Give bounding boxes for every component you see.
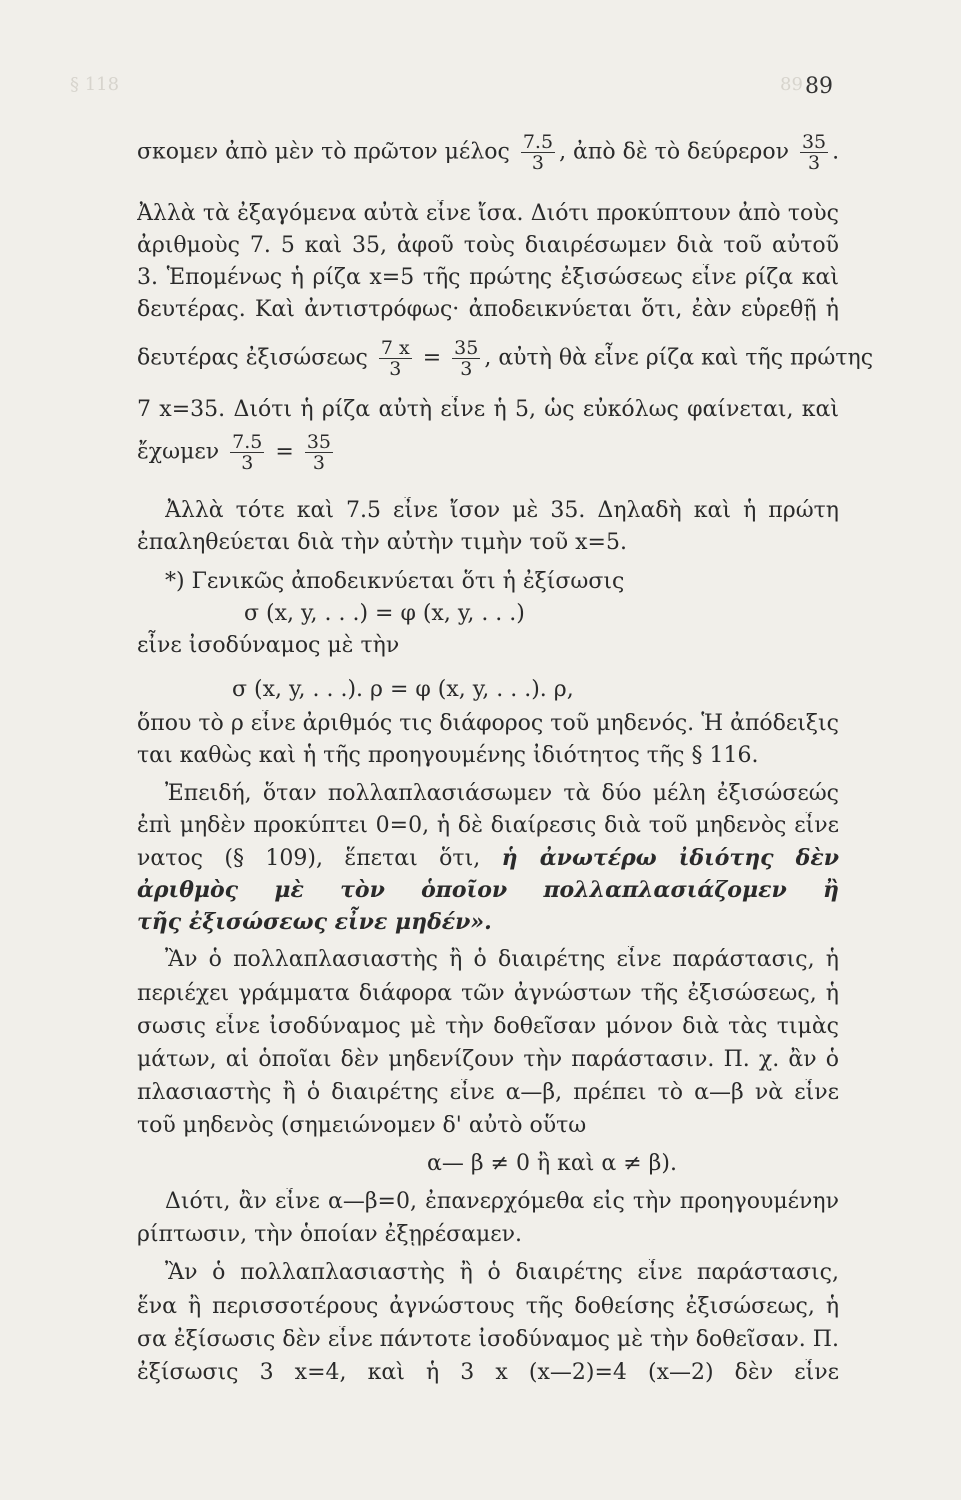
text-line-4: 3. Ἑπομένως ἡ ρίζα x=5 τῆς πρώτης ἐξισώσεως εἶνε ρίζα καὶ [137, 265, 839, 290]
text-line-8 [137, 432, 839, 473]
text-line-9: Ἀλλὰ τότε καὶ 7.5 εἶνε ἴσον μὲ 35. Δηλαδὴ καὶ ἡ πρώτη [165, 498, 839, 523]
page-number: 89 [805, 74, 833, 99]
text-line-15: ὅπου τὸ ρ εἶνε ἀριθμός τις διάφορος τοῦ μηδενός. Ἡ ἀπόδειξις [137, 711, 839, 736]
text-line-1 [137, 132, 839, 173]
text-line-33: σα ἐξίσωσις δὲν εἶνε πάντοτε ἰσοδύναμος μὲ τὴν δοθεῖσαν. Π. [137, 1327, 839, 1352]
fraction-denominator: 3 [312, 452, 325, 474]
line-1-start: σκομεν ἀπὸ μὲν τὸ πρῶτον μέλος [137, 139, 510, 165]
equals-sign: = [422, 345, 442, 371]
fraction-numerator: 35 [801, 131, 827, 153]
line-19-bold: ἡ ἀνωτέρω ἰδιότης δὲν [501, 845, 839, 871]
fraction-numerator: 35 [306, 431, 331, 453]
fraction-denominator: 3 [241, 452, 254, 474]
text-line-7: 7 x=35. Διότι ἡ ρίζα αὐτὴ εἶνε ἡ 5, ὡς εὐκόλως φαίνεται, καὶ [137, 397, 839, 422]
text-line-2: Ἀλλὰ τὰ ἐξαγόμενα αὐτὰ εἶνε ἴσα. Διότι προκύπτουν ἀπὸ τοὺς [137, 201, 839, 226]
text-line-18: ἐπὶ μηδὲν προκύπτει 0=0, ἡ δὲ διαίρεσις διὰ τοῦ μηδενὸς εἶνε [137, 813, 839, 838]
line-1-middle: , ἀπὸ δὲ τὸ δεύρερον [559, 139, 789, 165]
text-line-20: ἀριθμὸς μὲ τὸν ὁποῖον πολλαπλασιάζομεν ἢ [137, 877, 839, 903]
equals-sign: = [275, 439, 294, 465]
text-line-34: ἐξίσωσις 3 x=4, καὶ ἡ 3 x (x—2)=4 (x—2) δὲν εἶνε [137, 1360, 839, 1385]
fraction-35-over-3 [305, 432, 333, 473]
text-line-31: Ἂν ὁ πολλαπλασιαστὴς ἢ ὁ διαιρέτης εἶνε παράστασις, [165, 1260, 839, 1285]
fraction-35-over-3 [452, 338, 480, 379]
fraction-denominator: 3 [460, 358, 473, 380]
fraction-35-over-3 [800, 132, 828, 173]
text-line-6 [137, 337, 874, 380]
inequality-alpha-beta: α— β ≠ 0 ἢ καὶ α ≠ β). [427, 1151, 677, 1176]
fraction-denominator: 3 [531, 152, 544, 174]
equation-sigma-rho: σ (x, y, . . .). ρ = φ (x, y, . . .). ρ, [232, 677, 574, 702]
fraction-denominator: 3 [389, 358, 402, 380]
text-line-21: τῆς ἐξισώσεως εἶνε μηδέν». [137, 909, 492, 935]
text-line-27: τοῦ μηδενὸς (σημειώνομεν δ' αὐτὸ οὕτω [137, 1113, 587, 1138]
fraction-7-5-over-3 [230, 432, 264, 473]
line-8-start: ἔχωμεν [137, 439, 220, 465]
fraction-numerator: 7.5 [232, 431, 263, 453]
line-6-start: δευτέρας ἐξισώσεως [137, 345, 368, 371]
text-line-19 [137, 844, 839, 872]
text-line-16: ται καθὼς καὶ ἡ τῆς προηγουμένης ἰδιότητος τῆς § 116. [137, 743, 759, 768]
text-line-22: Ἂν ὁ πολλαπλασιαστὴς ἢ ὁ διαιρέτης εἶνε παράστασις, ἡ [165, 947, 839, 972]
fraction-7x-over-3 [379, 338, 412, 379]
line-6-end: , αὐτὴ θὰ εἶνε ρίζα καὶ τῆς πρώτης [484, 345, 874, 371]
text-line-25: μάτων, αἱ ὁποῖαι δὲν μηδενίζουν τὴν παράστασιν. Π. χ. ἂν ὁ [137, 1047, 839, 1072]
bleed-through-header-left: § 118 [70, 74, 120, 95]
fraction-denominator: 3 [808, 152, 821, 174]
text-line-23: περιέχει γράμματα διάφορα τῶν ἀγνώστων τῆς ἐξισώσεως, ἡ [137, 981, 839, 1006]
text-line-24: σωσις εἶνε ἰσοδύναμος μὲ τὴν δοθεῖσαν μόνον διὰ τὰς τιμὰς [137, 1014, 839, 1039]
text-line-5: δευτέρας. Καὶ ἀντιστρόφως· ἀποδεικνύεται ὅτι, ἐὰν εὑρεθῇ ἡ [137, 297, 839, 322]
line-1-end: . [832, 139, 840, 165]
text-line-3: ἀριθμοὺς 7. 5 καὶ 35, ἀφοῦ τοὺς διαιρέσωμεν διὰ τοῦ αὐτοῦ [137, 233, 839, 258]
text-line-13: εἶνε ἰσοδύναμος μὲ τὴν [137, 633, 400, 658]
text-line-32: ἕνα ἢ περισσοτέρους ἀγνώστους τῆς δοθείσης ἐξισώσεως, ἡ [137, 1294, 839, 1319]
footnote-line-1: *) Γενικῶς ἀποδεικνύεται ὅτι ἡ ἐξίσωσις [165, 569, 625, 594]
text-line-17: Ἐπειδή, ὅταν πολλαπλασιάσωμεν τὰ δύο μέλη ἐξισώσεώς [165, 781, 839, 806]
text-line-29: Διότι, ἂν εἶνε α—β=0, ἐπανερχόμεθα εἰς τὴν προηγουμένην [165, 1189, 839, 1214]
fraction-7-5-over-3 [521, 132, 555, 173]
fraction-numerator: 7.5 [522, 131, 554, 153]
line-19-start: νατος (§ 109), ἕπεται ὅτι, [137, 846, 481, 871]
text-line-26: πλασιαστὴς ἢ ὁ διαιρέτης εἶνε α—β, πρέπει τὸ α—β νὰ εἶνε [137, 1080, 839, 1105]
bleed-through-header-right: 89 [780, 74, 803, 95]
fraction-numerator: 35 [454, 337, 479, 359]
fraction-numerator: 7 x [380, 337, 410, 359]
equation-sigma-phi: σ (x, y, . . .) = φ (x, y, . . .) [244, 601, 525, 626]
text-line-10: ἐπαληθεύεται διὰ τὴν αὐτὴν τιμὴν τοῦ x=5. [137, 530, 627, 555]
text-line-30: ρίπτωσιν, τὴν ὁποίαν ἐξῃρέσαμεν. [137, 1222, 523, 1247]
